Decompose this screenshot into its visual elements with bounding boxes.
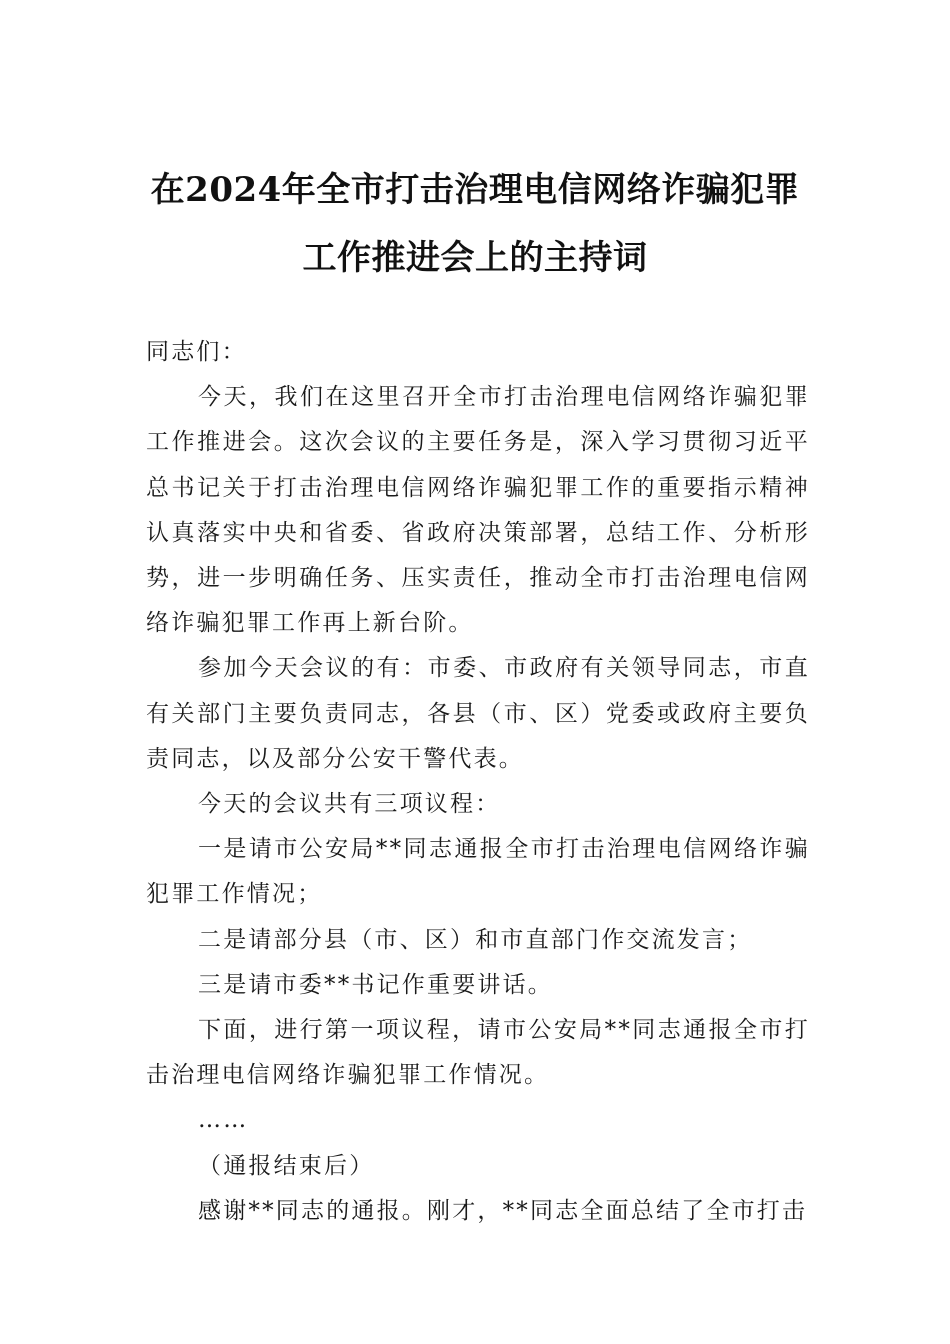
paragraph-opening: 今天，我们在这里召开全市打击治理电信网络诈骗犯罪工作推进会。这次会议的主要任务是，深入学习贯彻习近平总书记关于打击治理电信网络诈骗犯罪工作的重要指示精神认真落实中央和省委、省政府决策部署，总结工作、分析形势，进一步明确任务、压实责任，推动全市打击治理电信网络诈骗犯罪工作再上新台阶。 bbox=[146, 384, 810, 637]
document-body bbox=[146, 330, 810, 1234]
agenda-item-2: 二是请部分县（市、区）和市直部门作交流发言； bbox=[198, 926, 753, 953]
paragraph-agenda-intro: 今天的会议共有三项议程： bbox=[198, 791, 501, 818]
agenda-item-1: 一是请市公安局**同志通报全市打击治理电信网络诈骗犯罪工作情况； bbox=[146, 836, 810, 908]
paragraph-thanks: 感谢**同志的通报。刚才，**同志全面总结了全市打击 bbox=[198, 1197, 808, 1224]
paragraph-first-agenda: 下面，进行第一项议程，请市公安局**同志通报全市打击治理电信网络诈骗犯罪工作情况。 bbox=[146, 1017, 810, 1089]
stage-note: （通报结束后） bbox=[198, 1152, 375, 1179]
salutation: 同志们： bbox=[146, 339, 247, 365]
document-title-line-2: 工作推进会上的主持词 bbox=[302, 238, 648, 278]
document-title-line-1: 在2024年全市打击治理电信网络诈骗犯罪 bbox=[150, 170, 800, 210]
paragraph-attendees: 参加今天会议的有：市委、市政府有关领导同志，市直有关部门主要负责同志，各县（市、区）党委或政府主要负责同志，以及部分公安干警代表。 bbox=[146, 655, 810, 772]
agenda-item-3: 三是请市委**书记作重要讲话。 bbox=[198, 971, 553, 998]
ellipsis: …… bbox=[198, 1107, 249, 1134]
